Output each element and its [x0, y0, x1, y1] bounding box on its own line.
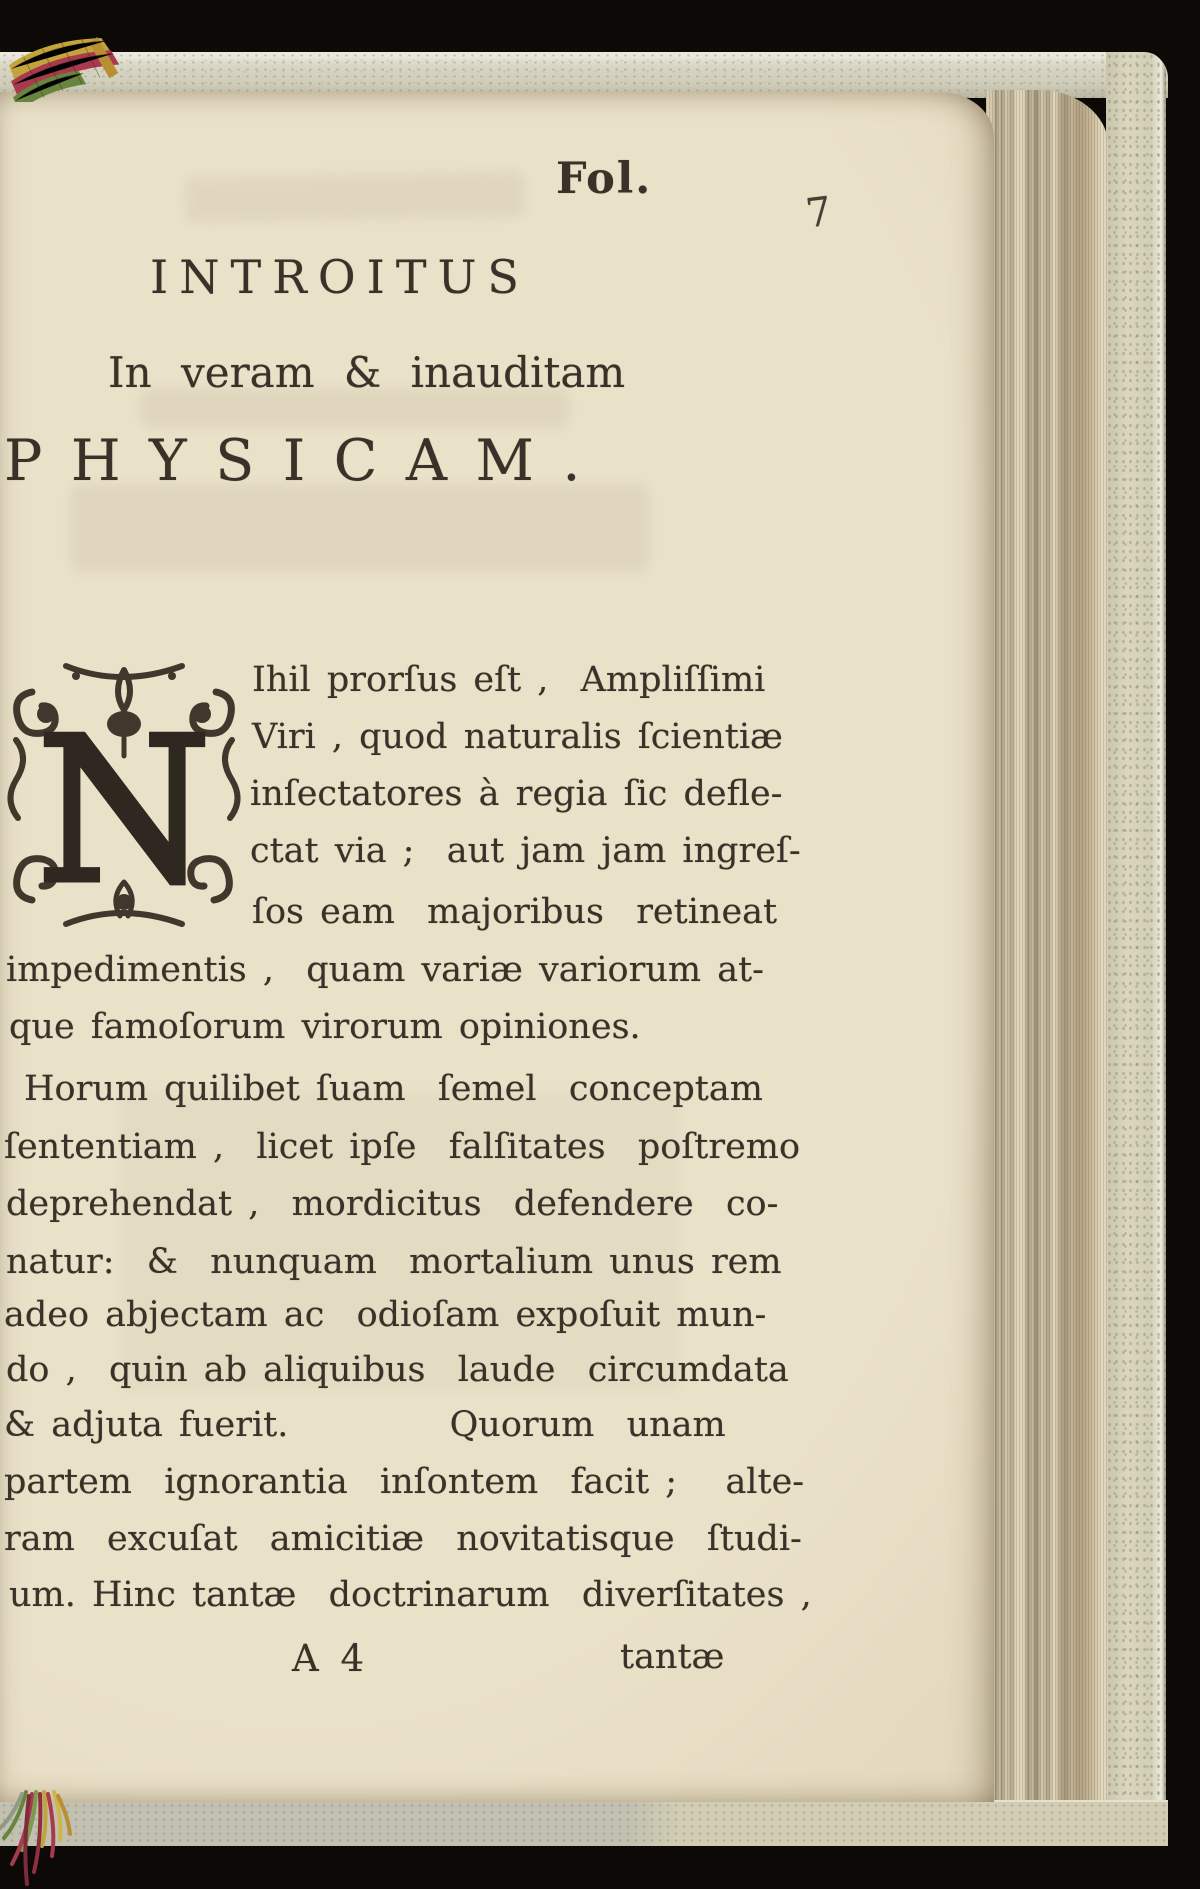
- bookmark-ribbon-top: [4, 30, 126, 102]
- book-page: [0, 92, 994, 1802]
- book-cover-bottom-edge: [0, 1800, 1168, 1846]
- text-line: partem ignorantia inſontem facit ; alte-: [4, 1462, 805, 1502]
- text-line: ctat via ; aut jam jam ingreſ-: [250, 831, 801, 871]
- text-line: Viri , quod naturalis ſcientiæ: [252, 717, 783, 757]
- text-line: adeo abjectam ac odioſam expoſuit mun-: [4, 1295, 767, 1335]
- page-block-fore-edge: [986, 90, 1108, 1800]
- text-line: ram excuſat amicitiæ novitatisque ſtudi-: [4, 1519, 802, 1559]
- text-line: que famoſorum virorum opiniones.: [9, 1007, 641, 1047]
- bookmark-ribbon-tassel: [0, 1788, 96, 1889]
- catchword: tantæ: [620, 1637, 725, 1677]
- page-title: INTROITUS: [150, 250, 530, 304]
- decorated-initial-block: [6, 650, 242, 940]
- subtitle: In veram & inauditam: [108, 348, 626, 397]
- folio-label: Fol.: [556, 154, 653, 204]
- text-line: inſectatores à regia ſic defle-: [250, 774, 783, 814]
- show-through-smudge: [185, 171, 526, 223]
- drop-cap-initial: N: [36, 695, 212, 928]
- text-line: natur: & nunquam mortalium unus rem: [6, 1242, 782, 1282]
- main-word-title: PHYSICAM.: [4, 428, 610, 494]
- text-line: deprehendat , mordicitus defendere co-: [6, 1184, 779, 1224]
- folio-number: 7: [803, 188, 835, 238]
- text-line: Ihil prorſus eſt , Ampliſſimi: [252, 660, 766, 700]
- text-line: ſententiam , licet ipſe falſitates poſtremo: [4, 1127, 801, 1167]
- text-line: um. Hinc tantæ doctrinarum diverſitates ,: [9, 1575, 812, 1615]
- text-line: & adjuta fuerit. Quorum unam: [4, 1405, 726, 1445]
- signature-mark: A 4: [292, 1637, 365, 1680]
- text-line: do , quin ab aliquibus laude circumdata: [6, 1350, 789, 1390]
- book-cover-fore-edge: [1106, 52, 1166, 1844]
- text-line: ſos eam majoribus retineat: [252, 892, 778, 932]
- text-line: Horum quilibet ſuam ſemel conceptam: [24, 1069, 763, 1109]
- show-through-smudge: [70, 484, 650, 572]
- text-line: impedimentis , quam variæ variorum at-: [6, 950, 764, 990]
